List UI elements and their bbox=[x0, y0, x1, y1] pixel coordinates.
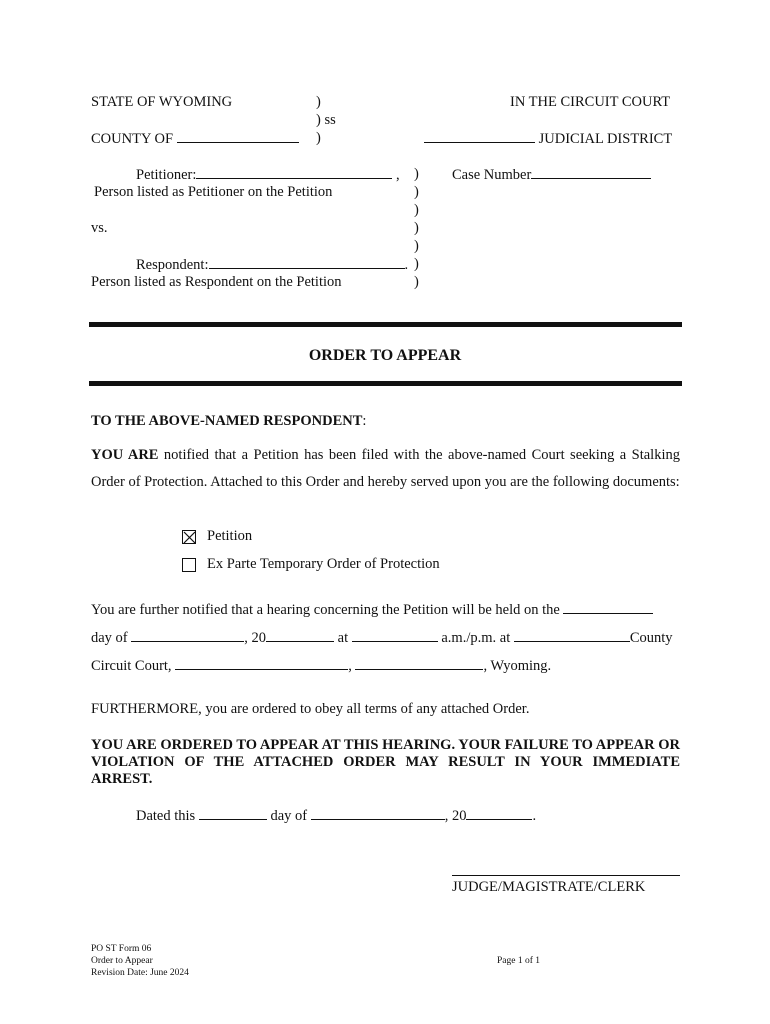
hearing-county-blank[interactable] bbox=[514, 629, 630, 642]
hearing-line-2 bbox=[91, 629, 673, 647]
ex-parte-checkbox[interactable] bbox=[182, 558, 196, 572]
case-number-label: Case Number bbox=[452, 167, 532, 183]
caption-paren: ) bbox=[316, 94, 321, 110]
hearing-line-3 bbox=[91, 657, 551, 675]
caption-paren: ) bbox=[414, 220, 419, 236]
respondent-line bbox=[136, 256, 408, 274]
dated-line bbox=[136, 807, 536, 825]
caption-paren: ) bbox=[414, 166, 419, 182]
county-label: COUNTY OF bbox=[91, 131, 174, 147]
caption-paren: ) bbox=[414, 238, 419, 254]
addressee-colon: : bbox=[362, 413, 367, 429]
hearing-year-prefix: , 20 bbox=[244, 630, 267, 646]
hearing-comma: , bbox=[348, 658, 352, 674]
document-title: ORDER TO APPEAR bbox=[308, 347, 462, 364]
footer-page-number: Page 1 of 1 bbox=[497, 956, 541, 966]
caption-ss: ) ss bbox=[316, 112, 336, 128]
hearing-month-blank[interactable] bbox=[131, 629, 244, 642]
hearing-date-blank[interactable] bbox=[563, 601, 653, 614]
hearing-ampm: a.m./p.m. at bbox=[441, 630, 511, 646]
caption-paren: ) bbox=[414, 274, 419, 290]
hearing-circuit: Circuit Court, bbox=[91, 658, 172, 674]
hearing-at: at bbox=[337, 630, 349, 646]
petitioner-line bbox=[136, 166, 400, 184]
notice-text: notified that a Petition has been filed with the above-named Court seeking a Stalking Order of Protection. Attached to this Order and hereby served upon you are the following documents: bbox=[91, 447, 680, 490]
caption-paren: ) bbox=[414, 184, 419, 200]
title-rule-bottom bbox=[89, 381, 682, 386]
respondent-period: . bbox=[404, 257, 409, 273]
ex-parte-label: Ex Parte Temporary Order of Protection bbox=[207, 556, 440, 572]
hearing-city-blank[interactable] bbox=[355, 657, 483, 670]
furthermore-text: FURTHERMORE, you are ordered to obey all terms of any attached Order. bbox=[91, 701, 530, 717]
state-heading: STATE OF WYOMING bbox=[91, 94, 233, 110]
caption-paren: ) bbox=[316, 130, 321, 146]
hearing-location-blank[interactable] bbox=[175, 657, 348, 670]
dated-dayof: day of bbox=[270, 808, 308, 824]
petitioner-note: Person listed as Petitioner on the Petition bbox=[94, 184, 333, 200]
judicial-district-line bbox=[424, 130, 672, 148]
checked-x-icon bbox=[183, 531, 197, 545]
petition-checkbox[interactable] bbox=[182, 530, 196, 544]
notice-lead: YOU ARE bbox=[91, 447, 159, 463]
respondent-blank[interactable] bbox=[209, 256, 405, 269]
footer-revision: Revision Date: June 2024 bbox=[91, 968, 189, 978]
title-rule-top bbox=[89, 322, 682, 327]
addressee: TO THE ABOVE-NAMED RESPONDENT bbox=[91, 413, 363, 429]
dated-year-blank[interactable] bbox=[466, 807, 532, 820]
notice-paragraph bbox=[91, 442, 680, 496]
case-number-line bbox=[452, 166, 651, 184]
signature-label: JUDGE/MAGISTRATE/CLERK bbox=[452, 879, 646, 895]
petitioner-blank[interactable] bbox=[196, 166, 392, 179]
county-blank[interactable] bbox=[177, 130, 299, 143]
hearing-text: You are further notified that a hearing concerning the Petition will be held on the bbox=[91, 602, 560, 618]
dated-period: . bbox=[532, 808, 537, 824]
signature-line[interactable] bbox=[452, 875, 680, 876]
case-number-blank[interactable] bbox=[531, 166, 651, 179]
dated-year-prefix: , 20 bbox=[444, 808, 467, 824]
court-heading: IN THE CIRCUIT COURT bbox=[510, 94, 671, 110]
district-blank[interactable] bbox=[424, 130, 535, 143]
addressee-line bbox=[91, 413, 366, 430]
petitioner-label: Petitioner: bbox=[136, 167, 197, 183]
dated-month-blank[interactable] bbox=[311, 807, 445, 820]
petition-label: Petition bbox=[207, 528, 253, 544]
footer-form-id: PO ST Form 06 bbox=[91, 944, 152, 954]
respondent-label: Respondent: bbox=[136, 257, 209, 273]
hearing-county: County bbox=[629, 630, 673, 646]
hearing-year-blank[interactable] bbox=[266, 629, 334, 642]
judicial-district-label: JUDICIAL DISTRICT bbox=[538, 131, 673, 147]
hearing-dayof: day of bbox=[91, 630, 128, 646]
caption-paren: ) bbox=[414, 256, 419, 272]
hearing-line-1 bbox=[91, 601, 653, 619]
dated-this: Dated this bbox=[136, 808, 196, 824]
petitioner-comma: , bbox=[396, 167, 400, 183]
caption-paren: ) bbox=[414, 202, 419, 218]
footer-form-name: Order to Appear bbox=[91, 956, 153, 966]
hearing-time-blank[interactable] bbox=[352, 629, 438, 642]
dated-day-blank[interactable] bbox=[199, 807, 267, 820]
county-line bbox=[91, 130, 299, 148]
appearance-warning: YOU ARE ORDERED TO APPEAR AT THIS HEARING. YOUR FAILURE TO APPEAR OR VIOLATION OF THE ATTACHED ORDER MAY RESULT IN YOUR IMMEDIATE ARREST. bbox=[91, 737, 680, 787]
versus-label: vs. bbox=[91, 220, 108, 236]
hearing-wyoming: , Wyoming. bbox=[483, 658, 552, 674]
respondent-note: Person listed as Respondent on the Petition bbox=[91, 274, 342, 290]
